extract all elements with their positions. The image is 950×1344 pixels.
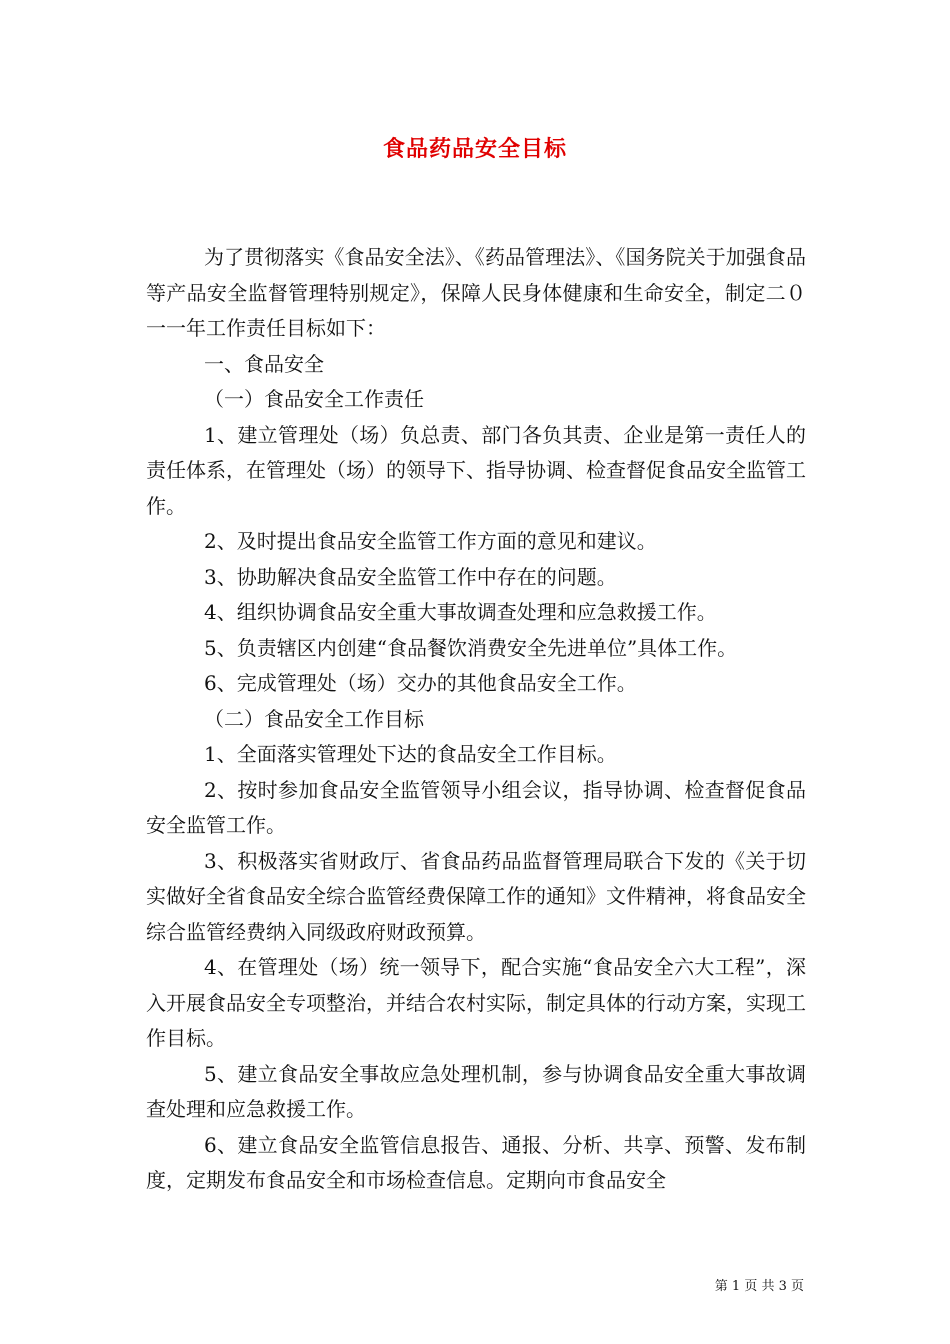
- subsection-heading-goals: （二）食品安全工作目标: [204, 706, 424, 731]
- document-body: [146, 240, 806, 1199]
- list-item: 3、积极落实省财政厅、省食品药品监督管理局联合下发的《关于切实做好全省食品安全综合监管经费保障工作的通知》文件精神，将食品安全综合监管经费纳入同级政府财政预算。: [146, 848, 806, 944]
- subsection-heading-responsibility: （一）食品安全工作责任: [204, 387, 424, 411]
- list-item: 3、协助解决食品安全监管工作中存在的问题。: [204, 564, 617, 589]
- list-item: 2、及时提出食品安全监管工作方面的意见和建议。: [204, 529, 657, 553]
- list-item: 2、按时参加食品安全监管领导小组会议，指导协调、检查督促食品安全监管工作。: [146, 777, 806, 837]
- list-item: 4、组织协调食品安全重大事故调查处理和应急救援工作。: [204, 600, 717, 624]
- page-number: 第 1 页 共 3 页: [714, 1279, 804, 1294]
- list-item: 6、建立食品安全监管信息报告、通报、分析、共享、预警、发布制度，定期发布食品安全和市场检查信息。定期向市食品安全: [146, 1132, 806, 1192]
- list-item: 1、建立管理处（场）负总责、部门各负其责、企业是第一责任人的责任体系，在管理处（场）的领导下、指导协调、检查督促食品安全监管工作。: [146, 422, 806, 518]
- list-item: 5、建立食品安全事故应急处理机制，参与协调食品安全重大事故调查处理和应急救援工作。: [146, 1061, 806, 1121]
- list-item: 5、负责辖区内创建“食品餐饮消费安全先进单位”具体工作。: [204, 635, 738, 660]
- list-item: 1、全面落实管理处下达的食品安全工作目标。: [204, 742, 617, 766]
- list-item: 6、完成管理处（场）交办的其他食品安全工作。: [204, 671, 637, 695]
- document-title: 食品药品安全目标: [382, 137, 567, 162]
- list-item: 4、在管理处（场）统一领导下，配合实施“食品安全六大工程”，深入开展食品安全专项整治，并结合农村实际，制定具体的行动方案，实现工作目标。: [146, 955, 806, 1050]
- paragraph-intro: 为了贯彻落实《食品安全法》、《药品管理法》、《国务院关于加强食品等产品安全监督管理特别规定》，保障人民身体健康和生命安全，制定二０一一年工作责任目标如下：: [146, 245, 806, 340]
- section-heading-food-safety: 一、食品安全: [204, 351, 324, 376]
